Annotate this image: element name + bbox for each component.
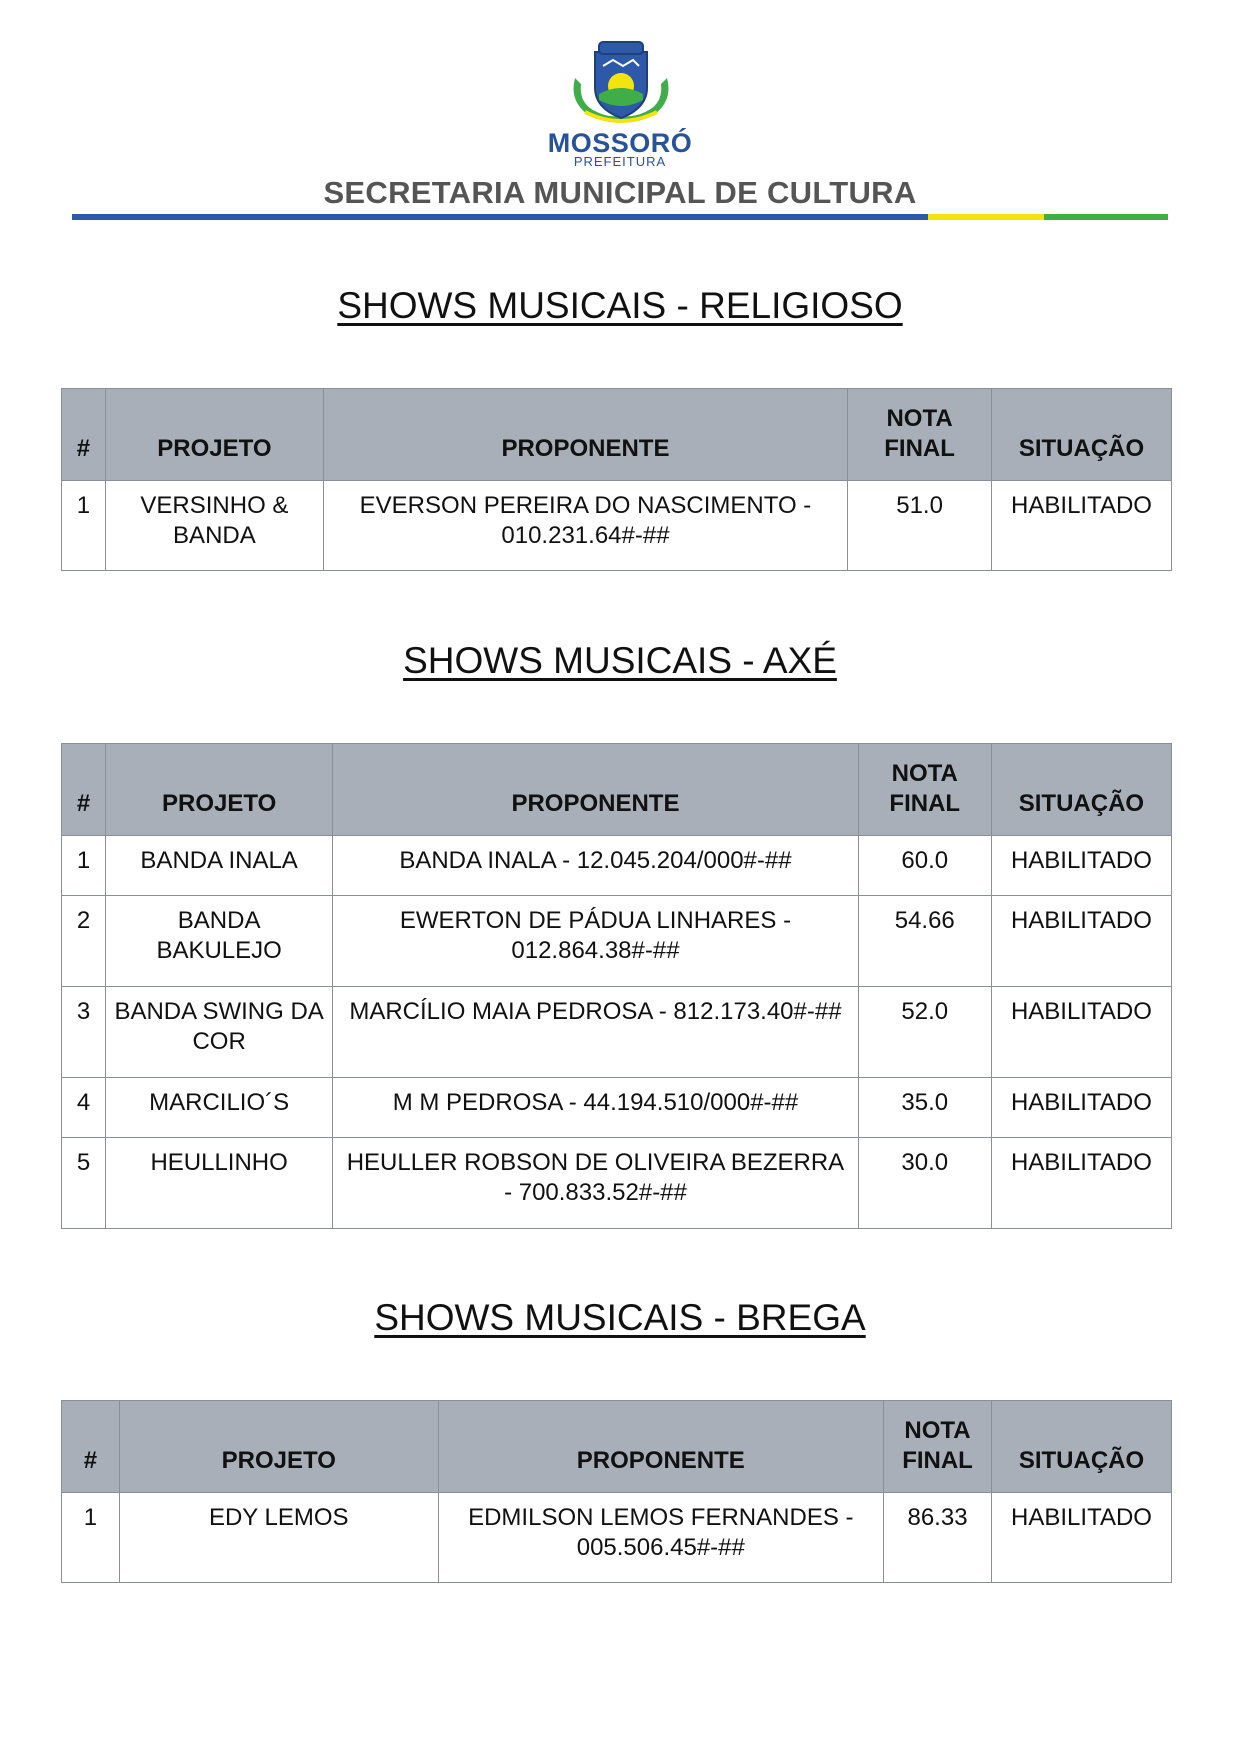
cell-projeto: BANDA SWING DA COR (106, 987, 333, 1078)
column-header-nota-final (884, 1401, 992, 1493)
section-title-axe: SHOWS MUSICAIS - AXÉ (403, 640, 837, 681)
table-header-row (62, 389, 1172, 481)
column-header-proponente: PROPONENTE (323, 389, 847, 481)
cell-situacao: HABILITADO (991, 1078, 1171, 1138)
cell-nota-final: 60.0 (858, 836, 991, 896)
table-row (62, 836, 1172, 896)
column-header-situacao: SITUAÇÃO (992, 389, 1172, 481)
column-header-nota-final (848, 389, 992, 481)
cell-proponente: HEULLER ROBSON DE OLIVEIRA BEZERRA - 700.833.52#-## (333, 1138, 858, 1229)
cell-proponente: M M PEDROSA - 44.194.510/000#-## (333, 1078, 858, 1138)
table-row (62, 1078, 1172, 1138)
final-label: FINAL (889, 790, 961, 817)
column-header-number: # (62, 1401, 120, 1493)
cell-proponente: EDMILSON LEMOS FERNANDES - 005.506.45#-## (438, 1493, 883, 1583)
column-header-projeto: PROJETO (105, 389, 323, 481)
brand-name: MOSSORÓ (547, 128, 693, 158)
cell-projeto: HEULLINHO (106, 1138, 333, 1229)
cell-proponente: BANDA INALA - 12.045.204/000#-## (333, 836, 858, 896)
cell-proponente: EVERSON PEREIRA DO NASCIMENTO - 010.231.64#-## (323, 481, 847, 571)
column-header-nota-final (858, 744, 991, 836)
cell-situacao: HABILITADO (991, 896, 1171, 987)
final-label: FINAL (902, 1447, 973, 1474)
cell-projeto: BANDA BAKULEJO (106, 896, 333, 987)
results-table-axe (61, 743, 1172, 1229)
cell-projeto: EDY LEMOS (119, 1493, 438, 1583)
brand-subtitle: PREFEITURA (573, 154, 667, 169)
table-row (62, 1138, 1172, 1229)
cell-projeto: BANDA INALA (106, 836, 333, 896)
column-header-proponente: PROPONENTE (333, 744, 858, 836)
results-table-brega (61, 1400, 1172, 1583)
header-stripe-blue (72, 214, 928, 220)
cell-number: 1 (62, 836, 106, 896)
cell-nota-final: 54.66 (858, 896, 991, 987)
section-title-brega: SHOWS MUSICAIS - BREGA (374, 1297, 866, 1338)
cell-projeto: VERSINHO & BANDA (105, 481, 323, 571)
results-table-religioso (61, 388, 1172, 571)
city-coat-of-arms-icon (565, 38, 677, 126)
cell-nota-final: 52.0 (858, 987, 991, 1078)
cell-number: 4 (62, 1078, 106, 1138)
cell-situacao: HABILITADO (991, 987, 1171, 1078)
cell-number: 1 (62, 1493, 120, 1583)
cell-number: 1 (62, 481, 106, 571)
table-row (62, 1493, 1172, 1583)
cell-number: 2 (62, 896, 106, 987)
table-row (62, 481, 1172, 571)
section-title-religioso: SHOWS MUSICAIS - RELIGIOSO (337, 285, 903, 326)
cell-situacao: HABILITADO (992, 1493, 1172, 1583)
column-header-projeto: PROJETO (106, 744, 333, 836)
department-name: SECRETARIA MUNICIPAL DE CULTURA (323, 175, 917, 210)
cell-situacao: HABILITADO (991, 836, 1171, 896)
nota-label: NOTA (886, 405, 953, 432)
column-header-proponente: PROPONENTE (438, 1401, 883, 1493)
cell-number: 5 (62, 1138, 106, 1229)
cell-proponente: EWERTON DE PÁDUA LINHARES - 012.864.38#-## (333, 896, 858, 987)
cell-situacao: HABILITADO (992, 481, 1172, 571)
header-stripe-green (1044, 214, 1168, 220)
column-header-projeto: PROJETO (119, 1401, 438, 1493)
column-header-number: # (62, 389, 106, 481)
table-row (62, 987, 1172, 1078)
column-header-situacao: SITUAÇÃO (992, 1401, 1172, 1493)
table-row (62, 896, 1172, 987)
table-header-row (62, 744, 1172, 836)
cell-nota-final: 51.0 (848, 481, 992, 571)
nota-label: NOTA (904, 1417, 971, 1444)
column-header-number: # (62, 744, 106, 836)
column-header-situacao: SITUAÇÃO (991, 744, 1171, 836)
cell-proponente: MARCÍLIO MAIA PEDROSA - 812.173.40#-## (333, 987, 858, 1078)
nota-label: NOTA (891, 760, 958, 787)
cell-nota-final: 86.33 (884, 1493, 992, 1583)
page-header (0, 0, 1240, 230)
header-stripe-yellow (928, 214, 1044, 220)
cell-number: 3 (62, 987, 106, 1078)
final-label: FINAL (884, 435, 955, 462)
cell-nota-final: 35.0 (858, 1078, 991, 1138)
cell-nota-final: 30.0 (858, 1138, 991, 1229)
table-header-row (62, 1401, 1172, 1493)
cell-projeto: MARCILIO´S (106, 1078, 333, 1138)
cell-situacao: HABILITADO (991, 1138, 1171, 1229)
